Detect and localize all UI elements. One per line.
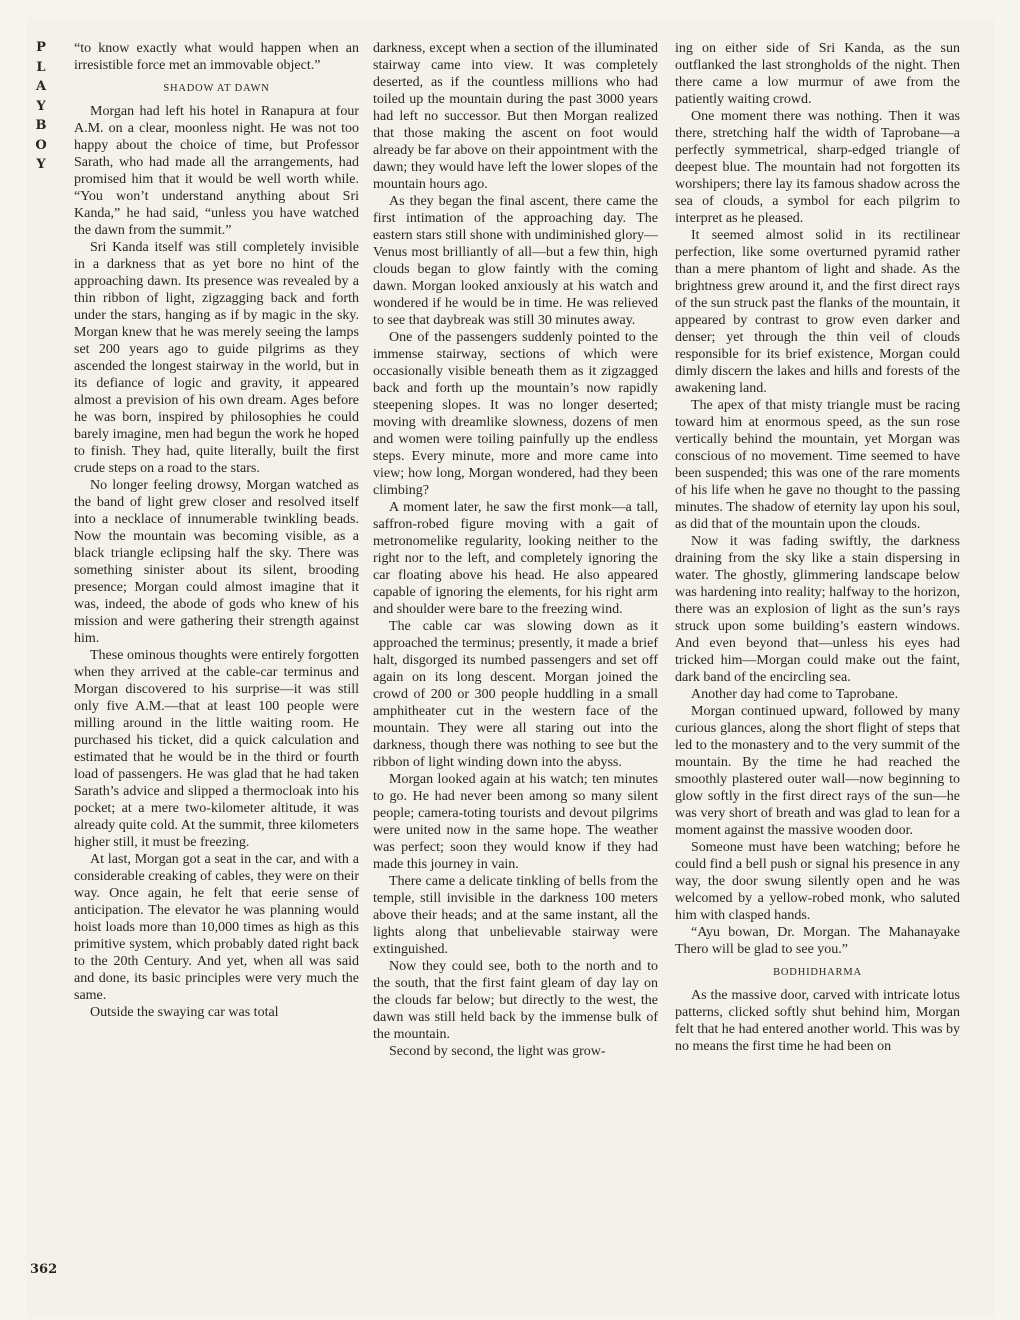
paragraph: “to know exactly what would happen when an irresistible force met an immovable object.” — [74, 41, 359, 73]
page-number: 362 — [30, 1262, 58, 1277]
paragraph: The cable car was slowing down as it approached the terminus; presently, it made a brief halt, disgorged its numbed passengers and set off again on its long descent. Morgan joined the crowd of 200 or 300 people huddling in a small amphitheater cut in the western face of the mountain. They were all staring out into the darkness, though there was nothing to see but the ribbon of light winding down into the abyss. — [373, 619, 658, 770]
paragraph: As the massive door, carved with intricate lotus patterns, clicked softly shut behind him, Morgan felt that he had entered another world. This was by no means the first time he had been on — [675, 988, 960, 1054]
paragraph: ing on either side of Sri Kanda, as the sun outflanked the last strongholds of the night. Then there came a low murmur of awe from the patiently waiting crowd. — [675, 41, 960, 107]
paragraph: It seemed almost solid in its rectilinear perfection, like some overturned pyramid rather than a mere phantom of light and shade. As the brightness grew around it, and the first direct rays of the sun struck past the flanks of the mountain, it appeared by contrast to grow even darker and denser; yet through the thin veil of clouds responsible for its brief existence, Morgan could dimly discern the lakes and hills and forests of the awakening land. — [675, 228, 960, 396]
paragraph: darkness, except when a section of the illuminated stairway came into view. It was completely deserted, as if the countless millions who had toiled up the mountain during the past 3000 years had left no successor. But then Morgan realized that those making the ascent on foot would already be far above on their appointment with the dawn; they would have left the lower slopes of the mountain hours ago. — [373, 41, 658, 192]
paragraph: Now they could see, both to the north and to the south, that the first faint gleam of day lay on the clouds far below; but directly to the west, the dawn was still held back by the immense bulk of the mountain. — [373, 959, 658, 1042]
paragraph: At last, Morgan got a seat in the car, and with a considerable creaking of cables, they were on their way. Once again, he felt that eerie sense of anticipation. The elevator he was planning would hoist loads more than 10,000 times as high as this primitive system, which probably dated right back to the 20th Century. And yet, when all was said and done, its basic principles were very much the same. — [74, 852, 359, 1003]
paragraph: Someone must have been watching; before he could find a bell push or signal his presence in any way, the door swung silently open and he was welcomed by a yellow-robed monk, who saluted him with clasped hands. — [675, 840, 960, 923]
title-letter: P — [36, 40, 46, 55]
paragraph: Now it was fading swiftly, the darkness draining from the sky like a stain dispersing in water. The ghostly, glimmering landscape below was hardening into reality; halfway to the horizon, there was an explosion of light as the sun’s rays struck upon some building’s eastern windows. And even beyond that—unless his eyes had tricked him—Morgan could make out the faint, dark band of the encircling sea. — [675, 534, 960, 685]
paragraph: One of the passengers suddenly pointed to the immense stairway, sections of which were occasionally visible beneath them as it zigzagged back and forth up the mountain’s now rapidly steepening slopes. It was no longer deserted; moving with dreamlike slowness, dozens of men and women were toiling painfully up the endless steps. Every minute, more and more came into view; how long, Morgan wondered, had they been climbing? — [373, 330, 658, 498]
paragraph: These ominous thoughts were entirely forgotten when they arrived at the cable-car terminus and Morgan discovered to his surprise—it was still only five A.M.—that at least 100 people were milling around in the little waiting room. He purchased his ticket, did a quick calculation and estimated that he would be in the third or fourth load of passengers. He was glad that he had taken Sarath’s advice and slipped a thermocloak into his pocket; at a mere two-kilometer altitude, it was already quite cold. At the summit, three kilometers higher still, it must be freezing. — [74, 648, 359, 850]
text-column-1 — [74, 40, 359, 1021]
paragraph: Morgan had left his hotel in Ranapura at four A.M. on a clear, moonless night. He was not too happy about the choice of time, but Professor Sarath, who had made all the arrangements, had promised him that it would be well worth while. “You won’t understand anything about Sri Kanda,” he had said, “unless you have watched the dawn from the summit.” — [74, 104, 359, 238]
magazine-name-vertical — [34, 38, 48, 175]
paragraph: Morgan looked again at his watch; ten minutes to go. He had never been among so many silent people; camera-toting tourists and devout pilgrims were united now in the same hope. The weather was perfect; soon they would know if they had made this journey in vain. — [373, 772, 658, 872]
title-letter: Y — [36, 157, 46, 172]
paragraph: “Ayu bowan, Dr. Morgan. The Mahanayake Thero will be glad to see you.” — [675, 925, 960, 957]
paragraph: A moment later, he saw the first monk—a tall, saffron-robed figure moving with a gait of metronomelike regularity, looking neither to the right nor to the left, and completely ignoring the car floating above his head. He also appeared capable of ignoring the elements, for his right arm and shoulder were bare to the freezing wind. — [373, 500, 658, 617]
paragraph: Sri Kanda itself was still completely invisible in a darkness that as yet bore no hint of the approaching dawn. Its presence was revealed by a thin ribbon of light, zigzagging back and forth under the stars, hanging as if by magic in the sky. Morgan knew that he was merely seeing the lamps set 200 years ago to guide pilgrims as they ascended the longest stairway in the world, but in its defiance of logic and gravity, it appeared almost a prevision of his own dream. Ages before he was born, inspired by philosophies he could barely imagine, men had begun the work he hoped to finish. They had, quite literally, built the first crude steps on a road to the stars. — [74, 240, 359, 476]
paragraph: There came a delicate tinkling of bells from the temple, still invisible in the darkness 100 meters above their heads; and at the same instant, all the lights along that unbelievable stairway were extinguished. — [373, 874, 658, 957]
paragraph: One moment there was nothing. Then it was there, stretching half the width of Taprobane—a perfectly symmetrical, sharp-edged triangle of deepest blue. The mountain had not forgotten its worshipers; there lay its famous shadow across the sea of clouds, a symbol for each pilgrim to interpret as he pleased. — [675, 109, 960, 226]
section-heading: SHADOW AT DAWN — [163, 83, 270, 94]
text-column-2 — [373, 40, 658, 1060]
title-letter: B — [35, 118, 47, 133]
paragraph: The apex of that misty triangle must be racing toward him at enormous speed, as the sun rose vertically behind the mountain, yet Morgan was conscious of no movement. Time seemed to have been suspended; this was one of the rare moments of his life when he gave no thought to the passing minutes. The shadow of eternity lay upon his soul, as did that of the mountain upon the clouds. — [675, 398, 960, 532]
title-letter: Y — [36, 98, 46, 114]
paragraph: Second by second, the light was grow- — [389, 1044, 606, 1059]
section-heading: BODHIDHARMA — [773, 967, 862, 978]
paragraph: As they began the final ascent, there came the first intimation of the approaching day. The eastern stars still shone with undiminished glory—Venus most brilliantly of all—but a few thin, high clouds began to glow faintly with the coming dawn. Morgan looked anxiously at his watch and wondered if he would be in time. He was relieved to see that daybreak was still 30 minutes away. — [373, 194, 658, 328]
paragraph: Morgan continued upward, followed by many curious glances, along the short flight of steps that led to the monastery and to the very summit of the mountain. By the time he had reached the smoothly plastered outer wall—now beginning to glow softly in the first direct rays of the sun—he was very short of breath and was glad to lean for a moment against the massive wooden door. — [675, 704, 960, 838]
paragraph: Another day had come to Taprobane. — [691, 687, 899, 702]
paragraph: Outside the swaying car was total — [90, 1005, 279, 1020]
title-letter: O — [35, 137, 47, 153]
paragraph: No longer feeling drowsy, Morgan watched as the band of light grew closer and resolved itself into a necklace of innumerable twinkling beads. Now the mountain was becoming visible, as a black triangle eclipsing half the sky. There was something sinister about its silent, brooding presence; Morgan could almost imagine that it was, indeed, the abode of gods who knew of his mission and were gathering their strength against him. — [74, 478, 359, 646]
title-letter: A — [35, 79, 47, 94]
text-column-3 — [675, 40, 960, 1055]
title-letter: L — [36, 59, 46, 75]
